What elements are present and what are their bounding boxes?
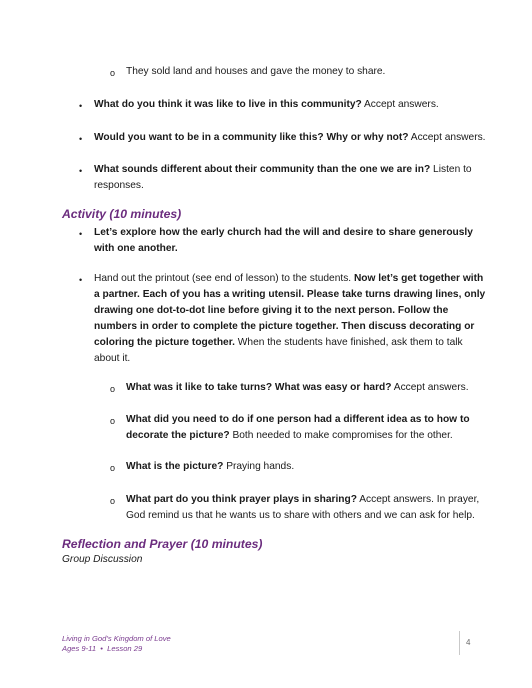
answer: Accept answers. In prayer, God remind us that he wants us to share with others and we can ask for help. [126,494,480,521]
page-number: 4 [466,638,471,647]
bullet-icon: • [79,134,83,144]
bullet-icon: • [79,101,83,111]
sub-question-3 [126,459,486,475]
footer-divider [459,631,460,655]
bullet-icon: • [79,166,83,176]
bullet-icon: • [79,229,83,239]
answer: Listen to responses. [94,164,472,191]
answer: Accept answers. [408,132,486,143]
reflection-heading: Reflection and Prayer (10 minutes) [62,537,263,551]
question: What did you need to do if one person had a different idea as to how to decorate the picture? [126,414,470,441]
footer-lesson: Ages 9-11 • Lesson 29 [62,644,143,653]
activity-intro: Let’s explore how the early church had the will and desire to share generously with one another. [94,227,473,254]
question: What sounds different about their community than the one we are in? [94,164,431,175]
sub-bullet: o [110,463,116,473]
sub-bullet: o [110,416,116,426]
sub-question-4 [126,492,491,524]
answer: Both needed to make compromises for the other. [229,430,453,441]
sub-bullet: o [110,496,116,506]
discussion-item-1 [94,97,494,113]
question: Would you want to be in a community like this? Why or why not? [94,132,409,143]
discussion-item-3 [94,162,494,194]
question: What is the picture? [126,461,224,472]
step-instructions: Now let’s get together with a partner. Each of you has a writing utensil. Please take turns drawing lines, only drawing one dot-to-dot line before giving it to the next person. Follow the numbers in order to complete the picture together. Then discuss decorating or coloring the picture together. [94,273,486,348]
question: What was it like to take turns? What was easy or hard? [126,382,392,393]
answer: Accept answers. [391,382,469,393]
footer-title: Living in God’s Kingdom of Love [62,634,171,643]
answer: Praying hands. [223,461,295,472]
reflection-subtitle: Group Discussion [62,554,143,565]
sub-question-1 [126,380,491,396]
answer: Accept answers. [361,99,439,110]
activity-step [94,271,489,367]
step-plain: Hand out the printout (see end of lesson) to the students. [94,273,354,284]
discussion-item-2 [94,130,494,146]
bullet-icon: • [79,275,83,285]
sub-item-text: They sold land and houses and gave the money to share. [126,66,386,77]
sub-bullet: o [110,68,116,78]
sub-bullet: o [110,384,116,394]
step-tail: When the students have finished, ask them to talk about it. [94,337,463,364]
sub-question-2 [126,412,486,444]
question: What do you think it was like to live in this community? [94,99,362,110]
question: What part do you think prayer plays in sharing? [126,494,357,505]
activity-heading: Activity (10 minutes) [62,207,182,221]
